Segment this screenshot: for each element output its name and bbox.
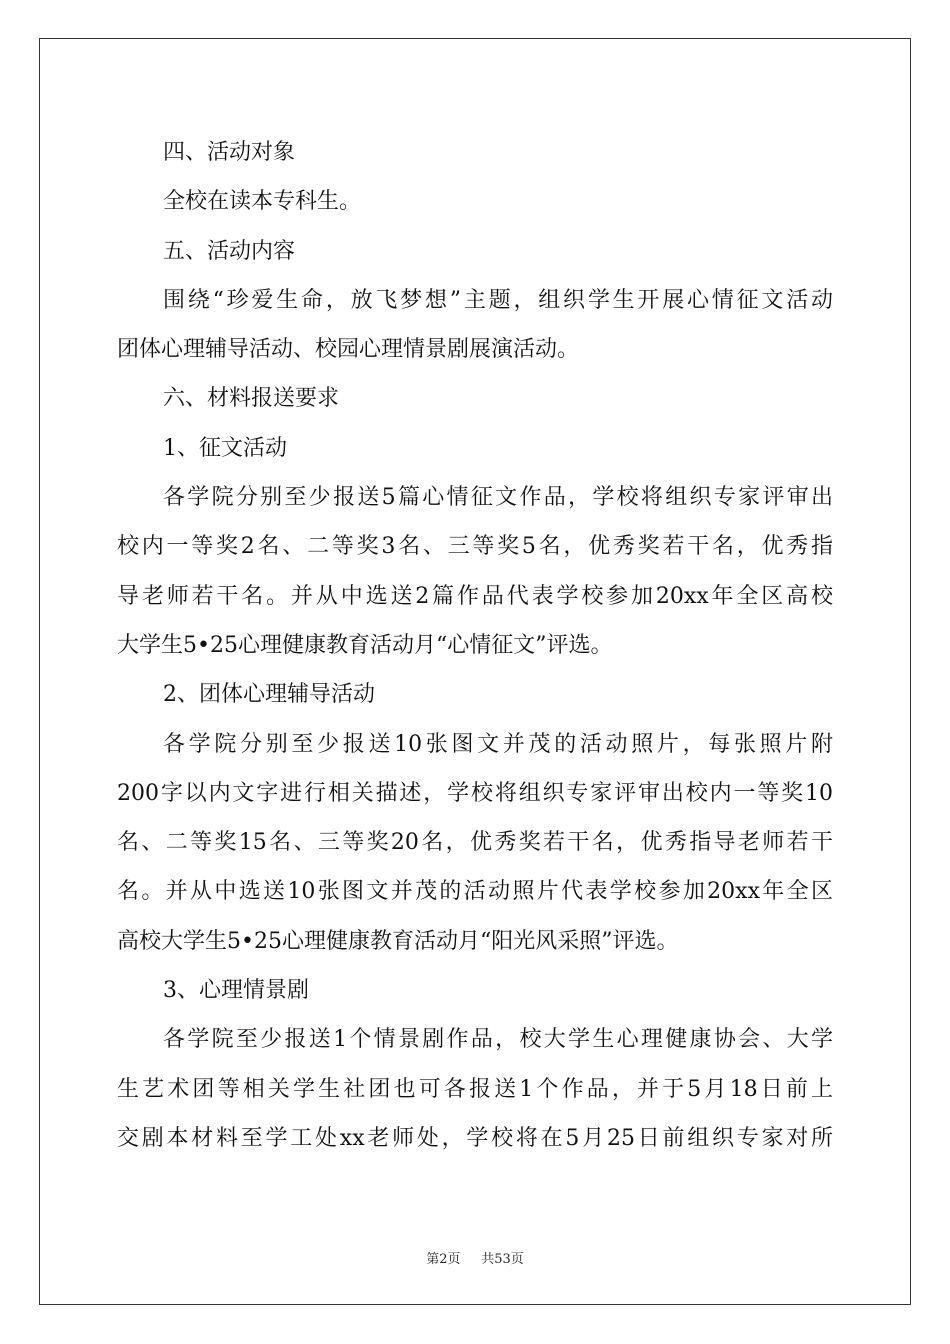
paragraph-line: 团体心理辅导活动、校园心理情景剧展演活动。 xyxy=(117,337,580,363)
paragraph-line: 校内一等奖2名、二等奖3名、三等奖5名，优秀奖若干名，优秀指 xyxy=(117,534,833,560)
paragraph-line: 200字以内文字进行相关描述，学校将组织专家评审出校内一等奖10 xyxy=(117,780,833,806)
paragraph-line: 全校在读本专科生。 xyxy=(163,189,362,215)
paragraph-line: 名。并从中选送10张图文并茂的活动照片代表学校参加20xx年全区 xyxy=(117,879,833,905)
paragraph-line: 导老师若干名。并从中选送2篇作品代表学校参加20xx年全区高校 xyxy=(117,583,833,609)
paragraph-line: 围绕“珍爱生命，放飞梦想”主题，组织学生开展心情征文活动 xyxy=(163,287,833,313)
paragraph-line: 各学院分别至少报送10张图文并茂的活动照片，每张照片附 xyxy=(163,731,833,757)
paragraph-line: 各学院至少报送1个情景剧作品，校大学生心理健康协会、大学 xyxy=(163,1027,833,1053)
paragraph-line: 各学院分别至少报送5篇心情征文作品，学校将组织专家评审出 xyxy=(163,485,833,511)
heading-material-requirements: 六、材料报送要求 xyxy=(163,386,340,412)
page-number: 第2页 xyxy=(426,1252,461,1267)
paragraph-line: 名、二等奖15名、三等奖20名，优秀奖若干名，优秀指导老师若干 xyxy=(117,830,833,856)
paragraph-line: 生艺术团等相关学生社团也可各报送1个作品，并于5月18日前上 xyxy=(117,1076,833,1102)
paragraph-line: 高校大学生5•25心理健康教育活动月“阳光风采照”评选。 xyxy=(117,928,679,954)
document-body xyxy=(117,128,833,1163)
paragraph-line: 交剧本材料至学工处xx老师处，学校将在5月25日前组织专家对所 xyxy=(117,1125,833,1151)
paragraph-line: 大学生5•25心理健康教育活动月“心情征文”评选。 xyxy=(117,632,613,658)
subheading-group-counseling: 2、团体心理辅导活动 xyxy=(163,682,375,708)
subheading-essay: 1、征文活动 xyxy=(163,435,287,461)
subheading-psychodrama: 3、心理情景剧 xyxy=(163,978,309,1004)
page-total: 共53页 xyxy=(481,1252,524,1267)
heading-activity-content: 五、活动内容 xyxy=(163,238,296,264)
page-footer xyxy=(0,1248,950,1267)
heading-activity-target: 四、活动对象 xyxy=(163,140,296,165)
